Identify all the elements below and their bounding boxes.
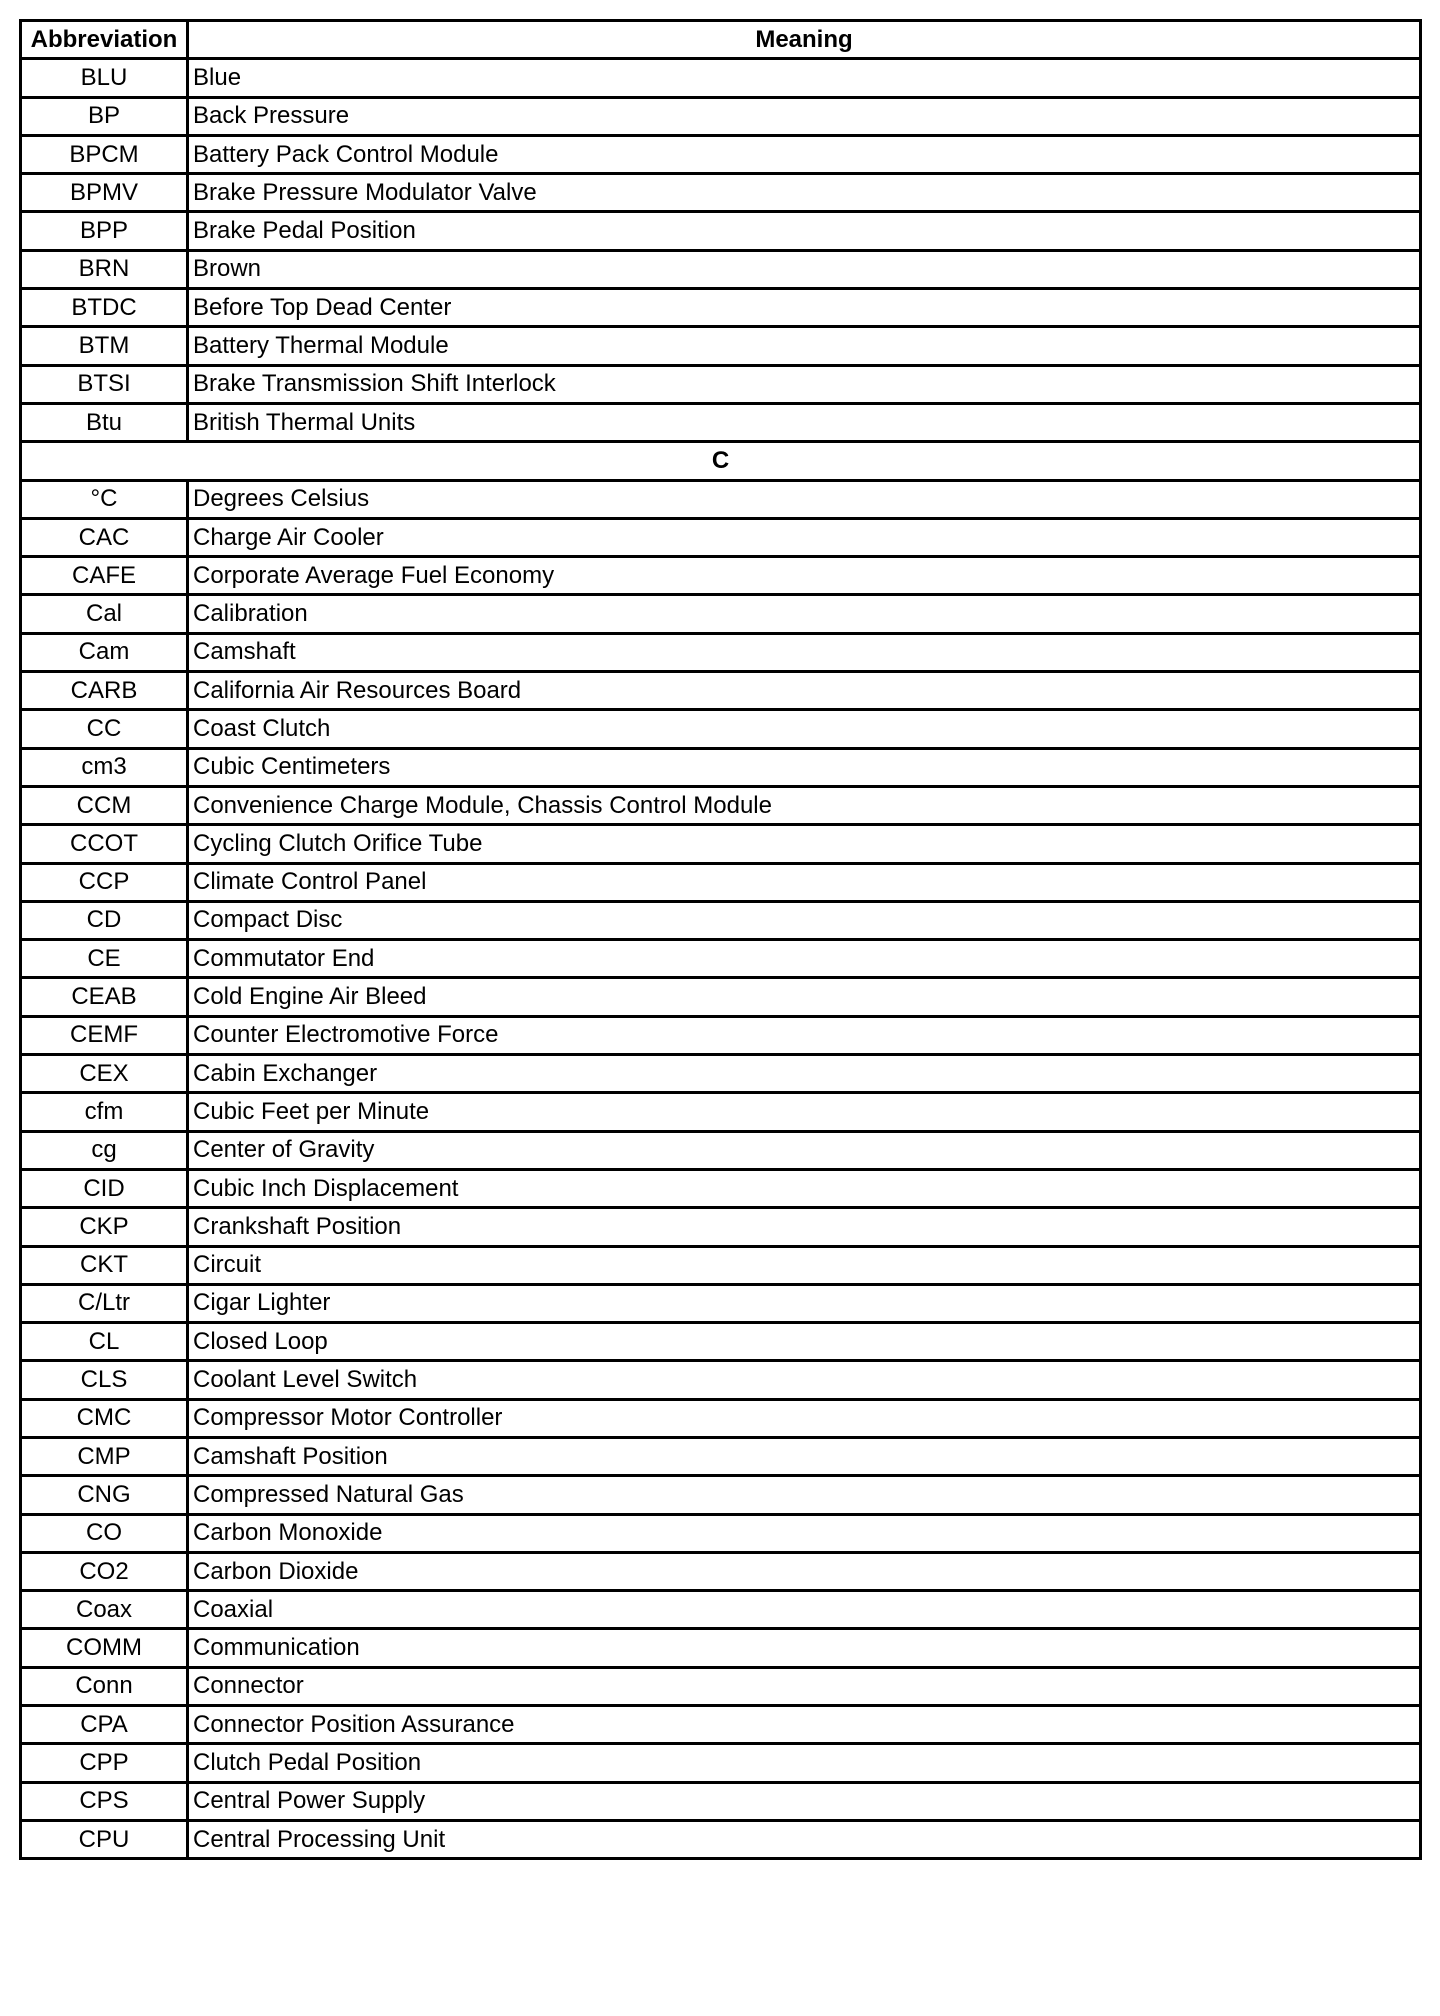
- abbreviation-cell: CC: [21, 710, 188, 748]
- table-row: [21, 212, 1421, 250]
- meaning-cell: Back Pressure: [188, 97, 1421, 135]
- table-row: [21, 710, 1421, 748]
- table-row: [21, 863, 1421, 901]
- meaning-cell: Circuit: [188, 1246, 1421, 1284]
- abbreviation-cell: CAFE: [21, 557, 188, 595]
- meaning-cell: Coaxial: [188, 1591, 1421, 1629]
- meaning-cell: Before Top Dead Center: [188, 289, 1421, 327]
- meaning-cell: Central Power Supply: [188, 1782, 1421, 1820]
- table-row: [21, 595, 1421, 633]
- abbreviation-cell: CMC: [21, 1399, 188, 1437]
- abbreviation-cell: CARB: [21, 672, 188, 710]
- table-row: [21, 1591, 1421, 1629]
- table-row: [21, 1016, 1421, 1054]
- table-row: [21, 1782, 1421, 1820]
- meaning-cell: Compressed Natural Gas: [188, 1476, 1421, 1514]
- abbreviation-cell: CID: [21, 1169, 188, 1207]
- abbreviation-cell: Btu: [21, 403, 188, 441]
- abbreviation-cell: BTDC: [21, 289, 188, 327]
- meaning-cell: Counter Electromotive Force: [188, 1016, 1421, 1054]
- abbreviation-cell: cfm: [21, 1093, 188, 1131]
- abbreviation-cell: CO: [21, 1514, 188, 1552]
- meaning-cell: Charge Air Cooler: [188, 518, 1421, 556]
- meaning-cell: Blue: [188, 59, 1421, 97]
- table-row: [21, 1131, 1421, 1169]
- table-row: [21, 825, 1421, 863]
- table-row: [21, 365, 1421, 403]
- table-row: [21, 135, 1421, 173]
- table-row: [21, 1667, 1421, 1705]
- abbreviation-cell: BTSI: [21, 365, 188, 403]
- abbreviation-cell: CKP: [21, 1208, 188, 1246]
- meaning-cell: Connector: [188, 1667, 1421, 1705]
- meaning-cell: Coolant Level Switch: [188, 1361, 1421, 1399]
- abbreviation-cell: CKT: [21, 1246, 188, 1284]
- table-header-row: [21, 21, 1421, 59]
- abbreviation-cell: CPU: [21, 1820, 188, 1858]
- meaning-cell: Center of Gravity: [188, 1131, 1421, 1169]
- abbreviation-cell: CMP: [21, 1437, 188, 1475]
- meaning-cell: Carbon Dioxide: [188, 1552, 1421, 1590]
- abbreviation-cell: Cam: [21, 633, 188, 671]
- meaning-cell: Battery Thermal Module: [188, 327, 1421, 365]
- abbreviation-cell: CL: [21, 1323, 188, 1361]
- table-row: [21, 1744, 1421, 1782]
- table-row: [21, 1246, 1421, 1284]
- meaning-cell: Corporate Average Fuel Economy: [188, 557, 1421, 595]
- abbreviation-cell: CNG: [21, 1476, 188, 1514]
- table-row: [21, 1284, 1421, 1322]
- meaning-cell: Cold Engine Air Bleed: [188, 978, 1421, 1016]
- meaning-cell: Closed Loop: [188, 1323, 1421, 1361]
- table-row: [21, 480, 1421, 518]
- abbreviation-cell: CO2: [21, 1552, 188, 1590]
- abbreviation-cell: CLS: [21, 1361, 188, 1399]
- table-row: [21, 786, 1421, 824]
- meaning-cell: Convenience Charge Module, Chassis Control Module: [188, 786, 1421, 824]
- table-row: [21, 901, 1421, 939]
- meaning-cell: Brown: [188, 250, 1421, 288]
- meaning-cell: Crankshaft Position: [188, 1208, 1421, 1246]
- table-row: [21, 1399, 1421, 1437]
- abbreviation-cell: BRN: [21, 250, 188, 288]
- meaning-cell: Brake Pressure Modulator Valve: [188, 174, 1421, 212]
- abbreviation-cell: CEMF: [21, 1016, 188, 1054]
- abbreviation-cell: CCP: [21, 863, 188, 901]
- meaning-cell: Brake Transmission Shift Interlock: [188, 365, 1421, 403]
- abbreviation-cell: CCOT: [21, 825, 188, 863]
- meaning-cell: Battery Pack Control Module: [188, 135, 1421, 173]
- meaning-cell: Cubic Feet per Minute: [188, 1093, 1421, 1131]
- abbreviation-cell: BP: [21, 97, 188, 135]
- meaning-column-header: Meaning: [188, 21, 1421, 59]
- abbreviation-cell: Conn: [21, 1667, 188, 1705]
- table-row: [21, 1476, 1421, 1514]
- meaning-cell: Brake Pedal Position: [188, 212, 1421, 250]
- meaning-cell: Degrees Celsius: [188, 480, 1421, 518]
- abbreviation-column-header: Abbreviation: [21, 21, 188, 59]
- abbreviation-cell: BPP: [21, 212, 188, 250]
- abbreviation-cell: CPP: [21, 1744, 188, 1782]
- table-row: [21, 672, 1421, 710]
- meaning-cell: Coast Clutch: [188, 710, 1421, 748]
- table-row: [21, 1323, 1421, 1361]
- table-row: [21, 289, 1421, 327]
- abbreviation-cell: Coax: [21, 1591, 188, 1629]
- table-row: [21, 403, 1421, 441]
- table-row: [21, 1629, 1421, 1667]
- meaning-cell: Commutator End: [188, 940, 1421, 978]
- table-row: [21, 940, 1421, 978]
- meaning-cell: British Thermal Units: [188, 403, 1421, 441]
- meaning-cell: Connector Position Assurance: [188, 1706, 1421, 1744]
- table-row: [21, 327, 1421, 365]
- table-body: [21, 59, 1421, 1859]
- meaning-cell: Cycling Clutch Orifice Tube: [188, 825, 1421, 863]
- abbreviation-cell: cm3: [21, 748, 188, 786]
- table-row: [21, 1820, 1421, 1858]
- abbreviation-cell: BPMV: [21, 174, 188, 212]
- meaning-cell: Cubic Centimeters: [188, 748, 1421, 786]
- abbreviation-cell: CEAB: [21, 978, 188, 1016]
- abbreviation-cell: BTM: [21, 327, 188, 365]
- meaning-cell: Compact Disc: [188, 901, 1421, 939]
- meaning-cell: Camshaft: [188, 633, 1421, 671]
- table-row: [21, 1055, 1421, 1093]
- table-row: [21, 59, 1421, 97]
- table-row: [21, 1093, 1421, 1131]
- meaning-cell: Calibration: [188, 595, 1421, 633]
- meaning-cell: Camshaft Position: [188, 1437, 1421, 1475]
- meaning-cell: Cabin Exchanger: [188, 1055, 1421, 1093]
- table-row: [21, 1706, 1421, 1744]
- abbreviation-cell: CD: [21, 901, 188, 939]
- table-row: [21, 174, 1421, 212]
- table-row: [21, 633, 1421, 671]
- table-row: [21, 97, 1421, 135]
- table-row: [21, 748, 1421, 786]
- abbreviation-cell: COMM: [21, 1629, 188, 1667]
- abbreviation-cell: BPCM: [21, 135, 188, 173]
- table-row: [21, 518, 1421, 556]
- meaning-cell: Compressor Motor Controller: [188, 1399, 1421, 1437]
- abbreviation-cell: CPA: [21, 1706, 188, 1744]
- table-row: [21, 1437, 1421, 1475]
- abbreviation-table: [19, 19, 1422, 1860]
- meaning-cell: Cigar Lighter: [188, 1284, 1421, 1322]
- meaning-cell: Cubic Inch Displacement: [188, 1169, 1421, 1207]
- abbreviation-cell: CE: [21, 940, 188, 978]
- table-row: [21, 978, 1421, 1016]
- table-row: [21, 1169, 1421, 1207]
- meaning-cell: Carbon Monoxide: [188, 1514, 1421, 1552]
- section-header-row: [21, 442, 1421, 480]
- meaning-cell: Clutch Pedal Position: [188, 1744, 1421, 1782]
- abbreviation-cell: CAC: [21, 518, 188, 556]
- abbreviation-cell: CEX: [21, 1055, 188, 1093]
- table-row: [21, 1514, 1421, 1552]
- abbreviation-cell: cg: [21, 1131, 188, 1169]
- meaning-cell: Communication: [188, 1629, 1421, 1667]
- abbreviation-cell: C/Ltr: [21, 1284, 188, 1322]
- table-row: [21, 1552, 1421, 1590]
- abbreviation-cell: CPS: [21, 1782, 188, 1820]
- abbreviation-cell: CCM: [21, 786, 188, 824]
- meaning-cell: California Air Resources Board: [188, 672, 1421, 710]
- abbreviation-cell: BLU: [21, 59, 188, 97]
- abbreviation-cell: Cal: [21, 595, 188, 633]
- table-row: [21, 1361, 1421, 1399]
- table-row: [21, 557, 1421, 595]
- section-letter: C: [21, 442, 1421, 480]
- table-row: [21, 250, 1421, 288]
- abbreviation-cell: °C: [21, 480, 188, 518]
- table-row: [21, 1208, 1421, 1246]
- meaning-cell: Central Processing Unit: [188, 1820, 1421, 1858]
- meaning-cell: Climate Control Panel: [188, 863, 1421, 901]
